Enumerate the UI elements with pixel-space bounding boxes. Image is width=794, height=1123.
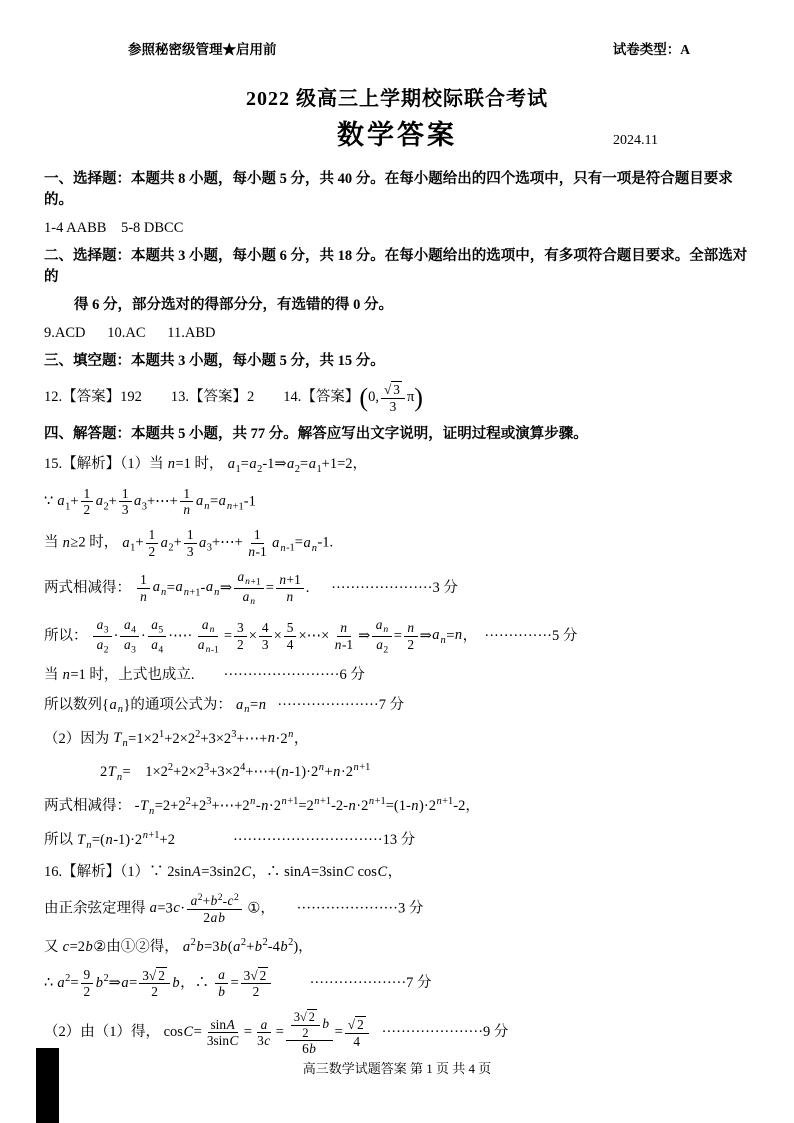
p16-line2: 由正余弦定理得 a=3c· $\frac{a^2+b^2-c^2}{2ab}$ ①， ·····················3 分 (44, 891, 424, 926)
p16-line5: （2）由（1）得， cosC= $\frac{\sin A}{3\sin C}$ = $\frac{a}{3c}$ = $\frac{3√ 2}{2}$ b 6b = $\frac{√ 2}{4}$ ·····················9 分 (44, 1010, 509, 1057)
p15-line6: 当 n=1 时，上式也成立. ························6 分 (44, 666, 365, 683)
page-header (44, 38, 750, 58)
section3-answers: 12.【答案】192 13.【答案】2 14.【答案】 ( 0, $\frac{√ 3}{3}$ π ) (44, 382, 423, 414)
exam-title: 2022 级高三上学期校际联合考试 (246, 88, 548, 110)
section3-heading: 三、填空题：本题共 3 小题，每小题 5 分，共 15 分。 (44, 353, 385, 370)
p15-line2: ∵ $a_1+$ $\frac{1}{2}$ $a_2+$ $\frac{1}{3}$ $a_3+\cdots+$ $\frac{1}{n}$ $a_n=a_{n+1}-1$ (44, 485, 256, 518)
exam-date: 2024.11 (613, 133, 658, 148)
p16-line1: 16.【解析】（1）∵ 2sinA=3sin2C，∴ sinA=3sinC cosC， (44, 863, 403, 880)
section1-answers: 1-4 AABB 5-8 DBCC (44, 220, 184, 237)
p15-line7: 所以数列$\{a_n\}$的通项公式为： $a_n=n \cdot\cdot\cdot\cdot\cdot\cdot\cdot\cdot\cdot\cdot\cdot\cdot\cdot\cdot\cdot\cdot\cdot\cdot\cdot\cdot\cdot 7$ 分 (44, 696, 405, 716)
p15-line4: 两式相减得： $\frac{1}{n}$ $a_n=a_{n+1}-a_n\Rightarrow$ $\frac{a_{n+1}}{a_n}$ = $\frac{n+1}{n}$ . ·····················3 分 (44, 568, 458, 608)
paper-type: 试卷类型：A (612, 42, 690, 57)
p15-line3: 当 n≥2 时， $a_1+$ $\frac{1}{2}$ $a_2+$ $\frac{1}{3}$ $a_3+\cdots+$ $\frac{1}{n-1}$ $a_{n-1}=a_n-1$. (44, 527, 334, 559)
p15-line10: 两式相减得： $-T_n=2+2^2+2^3+\cdots+2^n-n\cdot 2^{n+1}=2^{n+1}-2-n\cdot 2^{n+1}=(1-n)\cdot 2^{n+1}-2$， (44, 796, 480, 817)
p16-line3: 又 c=2b②由①②得， $a^2b=3b(a^2+b^2-4b^2)$， (44, 936, 313, 955)
section2-heading-line2: 得 6 分，部分选对的得部分分，有选错的得 0 分。 (74, 297, 393, 314)
security-notice: 参照秘密级管理★启用前 (128, 42, 277, 57)
page-footer: 高三数学试题答案 第 1 页 共 4 页 (302, 1061, 492, 1076)
p15-line5: 所以： $\frac{a_3}{a_2}$ · $\frac{a_4}{a_3}$ · $\frac{a_5}{a_4}$ ·⋯· $\frac{a_n}{a_{n-1}}$ = $\frac{3}{2}$ × $\frac{4}{3}$ × $\frac{5}{4}$ ×⋯× $\frac{n}{n-1}$ ⇒ $\frac{a_n}{a_2}$ = $\frac{n}{2}$ $\Rightarrow a_n=n$， ··············5 分 (44, 616, 578, 656)
answer-title: 数学答案 (337, 120, 457, 150)
section1-heading: 一、选择题：本题共 8 小题，每小题 5 分，共 40 分。在每小题给出的四个选项中，只有一项是符合题目要求的。 (44, 171, 733, 209)
p15-line11: 所以 $T_n=(n-1)\cdot 2^{n+1}+2$ ·······························13 分 (44, 830, 416, 851)
section4-heading: 四、解答题：本题共 5 小题，共 77 分。解答应写出文字说明，证明过程或演算步骤。 (44, 425, 588, 442)
section2-heading-line1: 二、选择题：本题共 3 小题，每小题 6 分，共 18 分。在每小题给出的选项中，有多项符合题目要求。全部选对的 (44, 248, 748, 286)
p16-line4: ∴ $a^2=$ $\frac{9}{2}$ $b^2\Rightarrow a=$ $\frac{3√ 2}{2}$ b，∴ $\frac{a}{b}$ = $\frac{3√ 2}{2}$ ····················7 分 (44, 967, 432, 1000)
title-row (44, 113, 750, 153)
section2-answers: 9.ACD 10.AC 11.ABD (44, 325, 216, 342)
p15-line1: 15.【解析】（1）当 n=1 时， $a_1=a_2-1\Rightarrow a_2=a_1+1=2$， (44, 455, 368, 475)
document-body (44, 169, 750, 1057)
p15-line8: （2）因为 $T_n=1\times 2^1+2\times 2^2+3\times 2^3+\cdots+n\cdot 2^n$， (44, 728, 309, 750)
p15-line9: $2T_n=$ $1\times 2^2+2\times 2^3+3\times 2^4+\cdots+(n-1)\cdot 2^n+n\cdot 2^{n+1}$ (100, 762, 371, 784)
scan-artifact-bar (36, 1048, 59, 1123)
